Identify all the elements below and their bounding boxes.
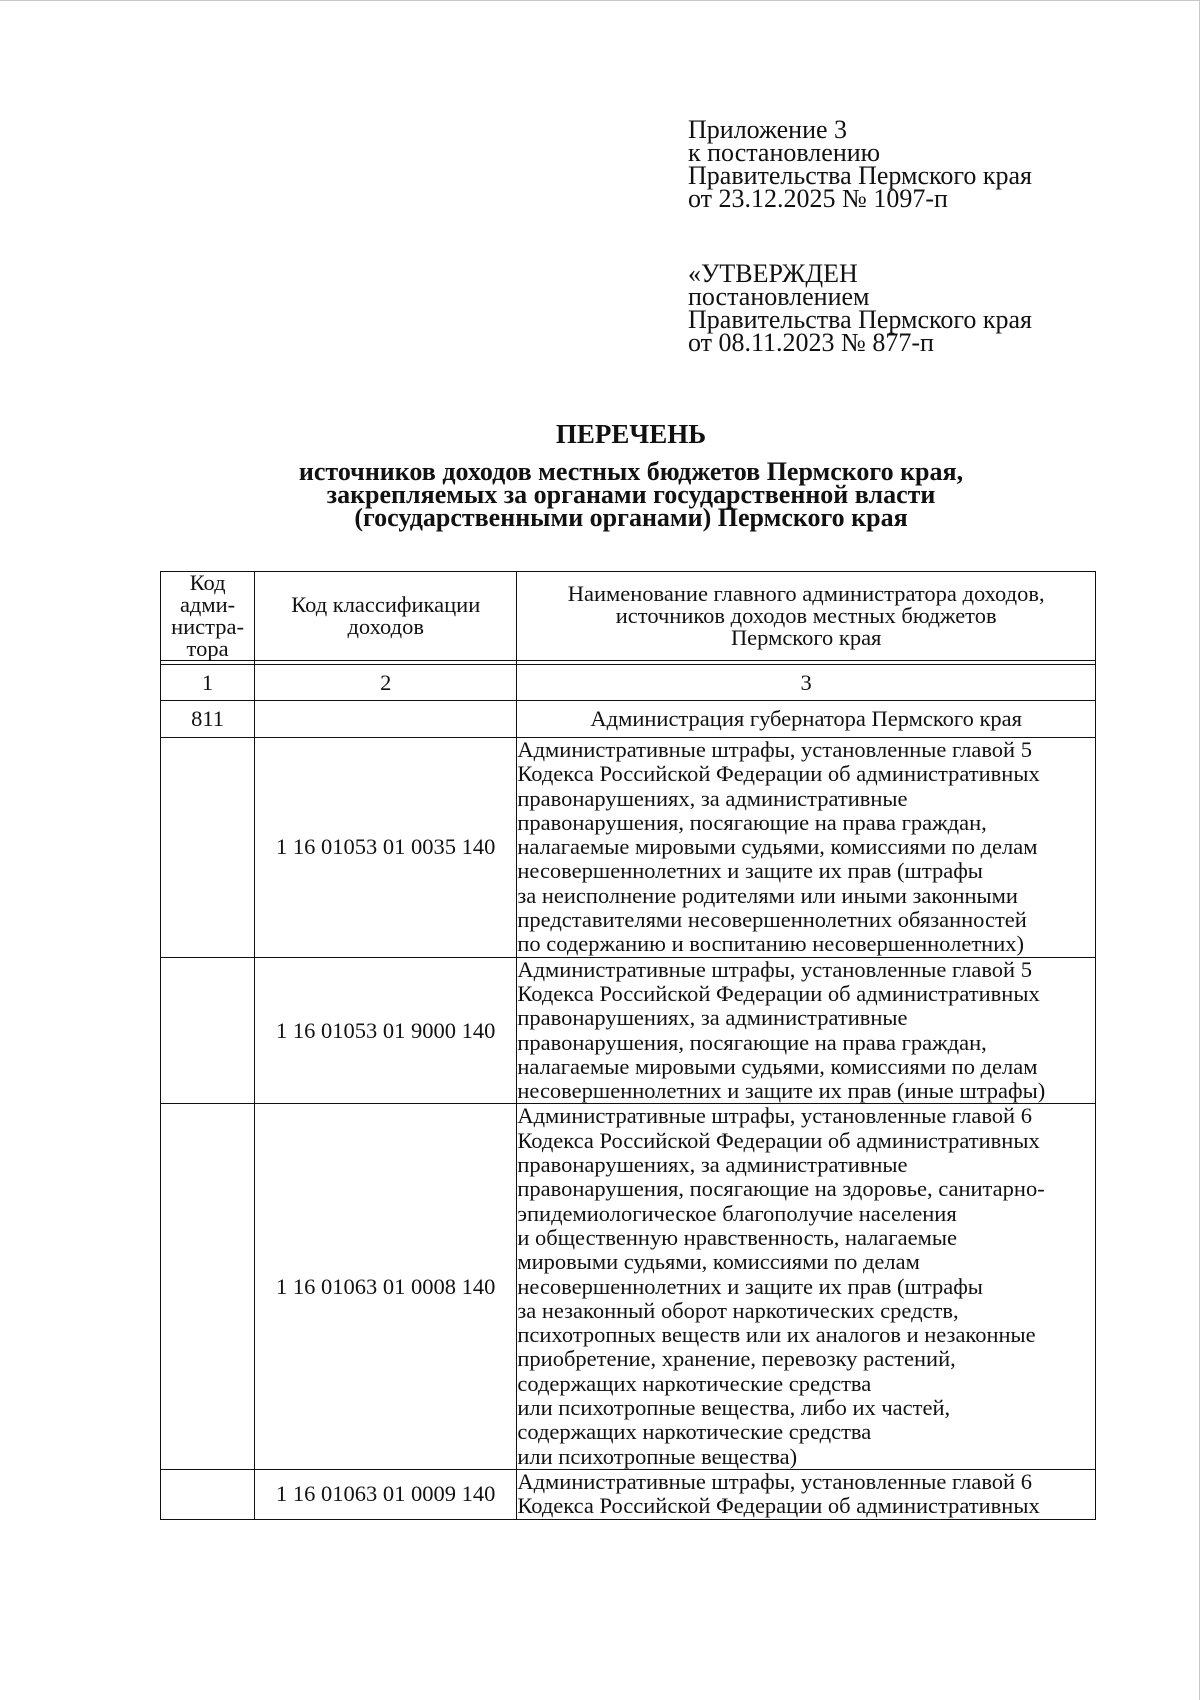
approved-line: Правительства Пермского края xyxy=(688,305,1032,334)
column-number-row xyxy=(161,665,1096,701)
income-description: Административные штрафы, установленные главой 6 Кодекса Российской Федерации об административных xyxy=(517,1469,1096,1519)
subtitle-line: (государственными органами) Пермского края xyxy=(354,503,908,532)
appendix-line: Приложение 3 xyxy=(688,115,848,144)
appendix-line: от 23.12.2025 № 1097-п xyxy=(688,184,948,213)
empty-cell xyxy=(161,1104,255,1469)
classification-code: 1 16 01063 01 0009 140 xyxy=(255,1469,517,1519)
column-number: 3 xyxy=(517,665,1096,701)
empty-cell xyxy=(161,1469,255,1519)
income-sources-table xyxy=(160,571,1096,1520)
appendix-line: к постановлению xyxy=(688,138,881,167)
appendix-note xyxy=(688,115,1032,213)
header-administrator-name: Наименование главного администратора доходов, источников доходов местных бюджетов Пермского края xyxy=(517,572,1096,661)
document-title: ПЕРЕЧЕНЬ xyxy=(555,419,707,449)
table-row xyxy=(161,1104,1096,1469)
empty-cell xyxy=(255,701,517,738)
administrator-code: 811 xyxy=(161,701,255,738)
income-description: Административные штрафы, установленные главой 6 Кодекса Российской Федерации об административных правонарушениях, за административные правонарушения, посягающие на здоровье, санитарно- эпидемиологическое благополучие населения и общественную нравственность, налагаемые мировыми судьями, комиссиями по делам несовершеннолетних и защите их прав (штрафы за незаконный оборот наркотических средств, психотропных веществ или их аналогов и незаконные приобретение, хранение, перевозку растений, содержащих наркотические средства или психотропные вещества, либо их частей, содержащих наркотические средства или психотропные вещества) xyxy=(517,1104,1096,1469)
approved-line: «УТВЕРЖДЕН xyxy=(688,259,858,288)
administrator-name: Администрация губернатора Пермского края xyxy=(517,701,1096,738)
classification-code: 1 16 01063 01 0008 140 xyxy=(255,1104,517,1469)
table-row xyxy=(161,957,1096,1104)
subtitle-line: источников доходов местных бюджетов Пермского края, xyxy=(298,457,964,486)
approved-line: от 08.11.2023 № 877-п xyxy=(688,328,934,357)
approved-line: постановлением xyxy=(688,282,870,311)
empty-cell xyxy=(161,738,255,958)
appendix-line: Правительства Пермского края xyxy=(688,161,1032,190)
administrator-row xyxy=(161,701,1096,738)
table-row xyxy=(161,1469,1096,1519)
table-row xyxy=(161,738,1096,958)
table-header-row xyxy=(161,572,1096,661)
income-description: Административные штрафы, установленные главой 5 Кодекса Российской Федерации об административных правонарушениях, за административные правонарушения, посягающие на права граждан, налагаемые мировыми судьями, комиссиями по делам несовершеннолетних и защите их прав (штрафы за неисполнение родителями или иными законными представителями несовершеннолетних обязанностей по содержанию и воспитанию несовершеннолетних) xyxy=(517,738,1096,958)
subtitle-line: закрепляемых за органами государственной власти xyxy=(326,480,936,509)
income-description: Административные штрафы, установленные главой 5 Кодекса Российской Федерации об административных правонарушениях, за административные правонарушения, посягающие на права граждан, налагаемые мировыми судьями, комиссиями по делам несовершеннолетних и защите их прав (иные штрафы) xyxy=(517,957,1096,1104)
document-subtitle xyxy=(0,457,1200,532)
column-number: 2 xyxy=(255,665,517,701)
column-number: 1 xyxy=(161,665,255,701)
header-admin-code: Код адми- нистра- тора xyxy=(161,572,255,661)
classification-code: 1 16 01053 01 9000 140 xyxy=(255,957,517,1104)
approved-note xyxy=(688,259,1032,357)
empty-cell xyxy=(161,957,255,1104)
classification-code: 1 16 01053 01 0035 140 xyxy=(255,738,517,958)
header-classification-code: Код классификации доходов xyxy=(255,572,517,661)
